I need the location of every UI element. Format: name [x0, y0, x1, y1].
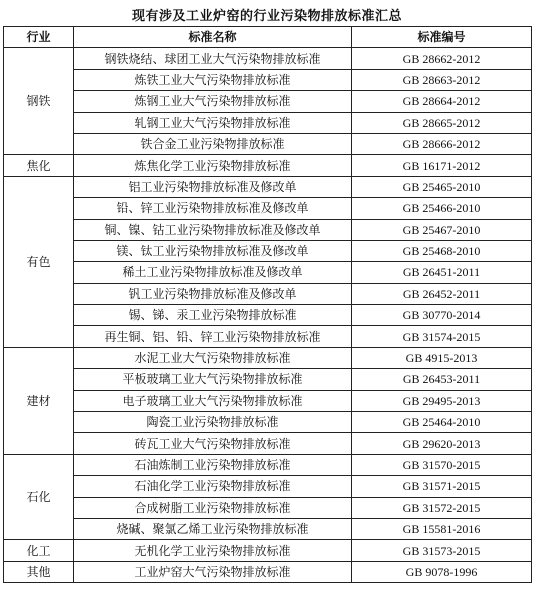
- header-standard-code: 标准编号: [352, 27, 532, 48]
- standard-code-cell: GB 16171-2012: [352, 155, 532, 176]
- table-row: [4, 369, 532, 390]
- table-row: [4, 219, 532, 240]
- standard-name-cell: 无机化学工业污染物排放标准: [74, 540, 352, 561]
- standard-name-cell: 水泥工业大气污染物排放标准: [74, 347, 352, 368]
- table-row: [4, 476, 532, 497]
- standard-name-cell: 平板玻璃工业大气污染物排放标准: [74, 369, 352, 390]
- standard-code-cell: GB 30770-2014: [352, 305, 532, 326]
- standard-code-cell: GB 25464-2010: [352, 412, 532, 433]
- table-header-row: [4, 27, 532, 48]
- standard-name-cell: 炼焦化学工业污染物排放标准: [74, 155, 352, 176]
- standard-code-cell: GB 25468-2010: [352, 240, 532, 261]
- standard-name-cell: 石油化学工业污染物排放标准: [74, 476, 352, 497]
- standard-code-cell: GB 31574-2015: [352, 326, 532, 347]
- table-row: [4, 412, 532, 433]
- table-row: [4, 540, 532, 561]
- standard-name-cell: 石油炼制工业污染物排放标准: [74, 454, 352, 475]
- standard-code-cell: GB 31573-2015: [352, 540, 532, 561]
- standard-code-cell: GB 15581-2016: [352, 518, 532, 539]
- table-row: [4, 326, 532, 347]
- standard-code-cell: GB 28662-2012: [352, 48, 532, 69]
- standard-code-cell: GB 28663-2012: [352, 69, 532, 90]
- standard-code-cell: GB 31571-2015: [352, 476, 532, 497]
- standard-name-cell: 铝工业污染物排放标准及修改单: [74, 176, 352, 197]
- table-row: [4, 240, 532, 261]
- standard-name-cell: 稀土工业污染物排放标准及修改单: [74, 262, 352, 283]
- standard-name-cell: 工业炉窑大气污染物排放标准: [74, 561, 352, 582]
- standard-name-cell: 陶瓷工业污染物排放标准: [74, 412, 352, 433]
- standard-name-cell: 轧钢工业大气污染物排放标准: [74, 112, 352, 133]
- standard-name-cell: 炼钢工业大气污染物排放标准: [74, 91, 352, 112]
- standard-code-cell: GB 28664-2012: [352, 91, 532, 112]
- standard-code-cell: GB 26453-2011: [352, 369, 532, 390]
- industry-cell: 其他: [4, 561, 74, 582]
- header-standard-name: 标准名称: [74, 27, 352, 48]
- industry-cell: 化工: [4, 540, 74, 561]
- standard-name-cell: 砖瓦工业大气污染物排放标准: [74, 433, 352, 454]
- table-body: [4, 48, 532, 583]
- table-row: [4, 133, 532, 154]
- standard-code-cell: GB 25465-2010: [352, 176, 532, 197]
- standard-name-cell: 合成树脂工业污染物排放标准: [74, 497, 352, 518]
- table-row: [4, 112, 532, 133]
- table-row: [4, 497, 532, 518]
- table-row: [4, 561, 532, 582]
- standard-code-cell: GB 9078-1996: [352, 561, 532, 582]
- standard-name-cell: 钢铁烧结、球团工业大气污染物排放标准: [74, 48, 352, 69]
- industry-cell: 建材: [4, 347, 74, 454]
- table-row: [4, 454, 532, 475]
- table-row: [4, 262, 532, 283]
- industry-cell: 石化: [4, 454, 74, 540]
- standard-code-cell: GB 28666-2012: [352, 133, 532, 154]
- standard-code-cell: GB 26452-2011: [352, 283, 532, 304]
- industry-cell: 焦化: [4, 155, 74, 176]
- standards-table: [3, 26, 532, 583]
- standard-name-cell: 钒工业污染物排放标准及修改单: [74, 283, 352, 304]
- standard-name-cell: 再生铜、铝、铅、锌工业污染物排放标准: [74, 326, 352, 347]
- standard-code-cell: GB 25467-2010: [352, 219, 532, 240]
- standard-name-cell: 铜、镍、钴工业污染物排放标准及修改单: [74, 219, 352, 240]
- industry-cell: 有色: [4, 176, 74, 347]
- standard-name-cell: 镁、钛工业污染物排放标准及修改单: [74, 240, 352, 261]
- table-row: [4, 283, 532, 304]
- table-row: [4, 305, 532, 326]
- standard-name-cell: 电子玻璃工业大气污染物排放标准: [74, 390, 352, 411]
- standard-code-cell: GB 28665-2012: [352, 112, 532, 133]
- standard-name-cell: 铁合金工业污染物排放标准: [74, 133, 352, 154]
- table-row: [4, 518, 532, 539]
- standard-name-cell: 铅、锌工业污染物排放标准及修改单: [74, 198, 352, 219]
- table-row: [4, 91, 532, 112]
- table-row: [4, 198, 532, 219]
- table-row: [4, 176, 532, 197]
- table-row: [4, 347, 532, 368]
- table-row: [4, 48, 532, 69]
- standard-code-cell: GB 31572-2015: [352, 497, 532, 518]
- standard-code-cell: GB 31570-2015: [352, 454, 532, 475]
- table-row: [4, 155, 532, 176]
- table-row: [4, 433, 532, 454]
- industry-cell: 钢铁: [4, 48, 74, 155]
- table-row: [4, 390, 532, 411]
- standard-name-cell: 炼铁工业大气污染物排放标准: [74, 69, 352, 90]
- table-title: 现有涉及工业炉窑的行业污染物排放标准汇总: [131, 9, 402, 24]
- standard-code-cell: GB 29495-2013: [352, 390, 532, 411]
- standard-code-cell: GB 4915-2013: [352, 347, 532, 368]
- standard-code-cell: GB 29620-2013: [352, 433, 532, 454]
- header-industry: 行业: [4, 27, 74, 48]
- standard-name-cell: 锡、锑、汞工业污染物排放标准: [74, 305, 352, 326]
- standard-name-cell: 烧碱、聚氯乙烯工业污染物排放标准: [74, 518, 352, 539]
- table-row: [4, 69, 532, 90]
- standard-code-cell: GB 25466-2010: [352, 198, 532, 219]
- standard-code-cell: GB 26451-2011: [352, 262, 532, 283]
